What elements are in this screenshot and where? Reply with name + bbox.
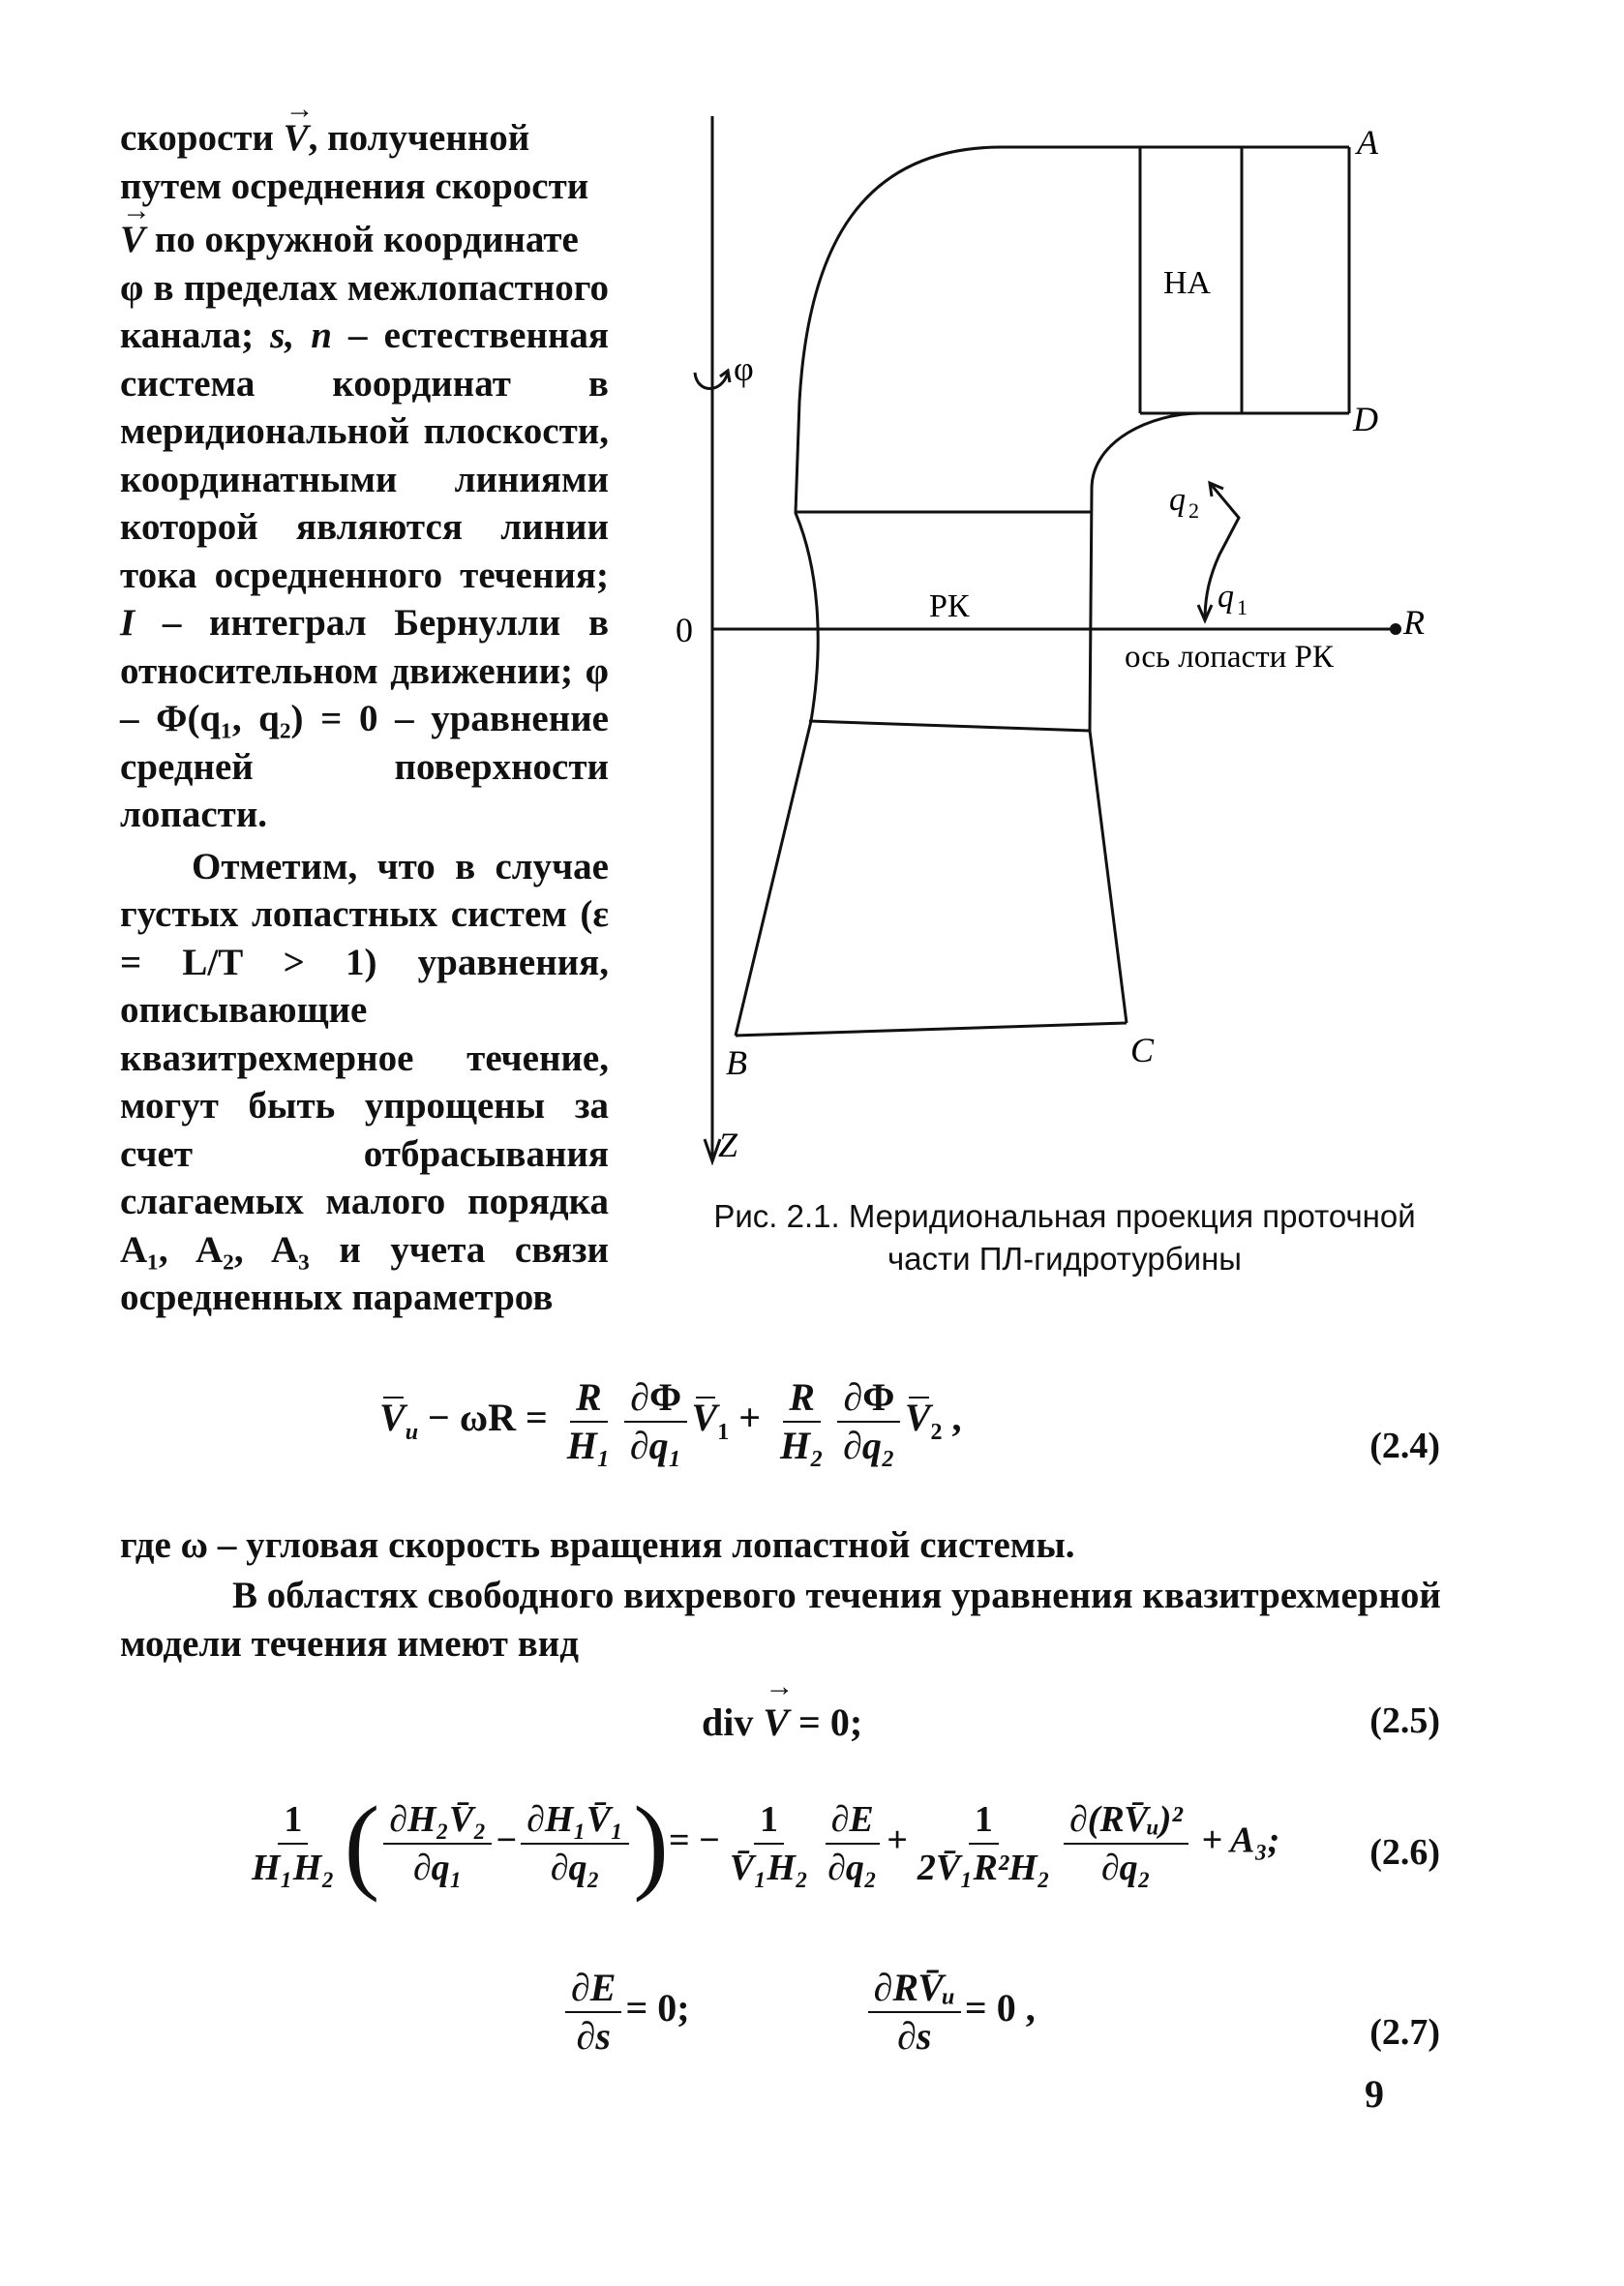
text-para-3: В областях свободного вихревого течения уравнения квазитрехмерной модели течения имеют вид bbox=[120, 1575, 1441, 1665]
text-omega: где ω – угловая скорость вращения лопастной системы. bbox=[120, 1524, 1075, 1566]
text-line-3: → V по окружной координате bbox=[120, 216, 609, 264]
label-q2: q bbox=[1169, 482, 1186, 518]
label-zero: 0 bbox=[676, 611, 693, 649]
hub-contour bbox=[1090, 413, 1349, 1023]
label-rk: РК bbox=[929, 588, 970, 624]
vector-v: → V bbox=[284, 114, 309, 163]
label-a: A bbox=[1357, 123, 1378, 162]
r-axis-arrow-dot bbox=[1390, 623, 1401, 635]
equation-2-4: $V_u - \omega R$ = $\frac{R}{\text{H₁}}$ $\frac{\partial\Phi}{\text{∂q₁}}$ $V_1$ + $\frac{R}{\text{H₂}}$ $\frac{\partial\Phi}{\text{∂q₂}}$ $V_2$ , bbox=[379, 1375, 962, 1467]
axis-label: ось лопасти РК bbox=[1125, 640, 1334, 675]
rk-bottom-line bbox=[809, 721, 1090, 731]
bottom-line-bc bbox=[736, 1023, 1127, 1036]
equation-2-6: $\frac{1}{\text{H₁H₂}}$ ( $\frac{\text{∂H₂V̄₂}}{\text{∂q₁}}$ − $\frac{\text{∂H₁V̄₁}}{\text{∂q₂}}$ )= − $\frac{1}{\text{V̄₁H₂}}$ $\frac{\partial E}{\text{∂q₂}}$ + $\frac{1}{\text{2V̄₁R²H₂}}$ $\frac{\text{∂(RV̄ᵤ)²}}{\text{∂q₂}}$ + A₃; bbox=[252, 1785, 1280, 1903]
label-r: R bbox=[1403, 603, 1425, 642]
label-phi: φ bbox=[734, 349, 754, 388]
figure-caption: Рис. 2.1. Меридиональная проекция проточной части ПЛ-гидротурбины bbox=[713, 1198, 1416, 1277]
label-q2-sub: 2 bbox=[1188, 498, 1199, 523]
text-line-1: скорости → V, полученной bbox=[120, 114, 609, 163]
equation-2-7: $\frac{\partial E}{\partial s}$ = 0; $\frac{\text{∂RV̄ᵤ}}{\partial s}$ = 0 , bbox=[561, 1965, 1036, 2060]
left-column-text bbox=[120, 114, 609, 1322]
label-q1: q bbox=[1218, 579, 1234, 615]
equation-number-2-5: (2.5) bbox=[1369, 1700, 1440, 1741]
text-line-2: путем осреднения скорости bbox=[120, 165, 589, 207]
equation-number-2-7: (2.7) bbox=[1369, 2012, 1440, 2053]
text-para-2: Отметим, что в случае густых лопастных систем (ε = L/T > 1) уравнения, описывающие квазитрехмерное течение, могут быть упрощены за счет отбрасывания слагаемых малого порядка A₁, A₂, A₃ и учета связи осредненных параметров bbox=[120, 845, 609, 1318]
equation-number-2-6: (2.6) bbox=[1369, 1832, 1440, 1873]
meridional-projection-figure bbox=[668, 111, 1461, 1186]
equation-2-5: div → V = 0; bbox=[702, 1699, 862, 1745]
vector-v: → V bbox=[120, 216, 145, 264]
text-para-1-body: φ в пределах межлопастного канала; s, n – естественная система координат в меридиональной плоскости, координатными линиями которой являются линии тока осредненного течения; I – интеграл Бернулли в относительном движении; φ – Φ(q₁, q₂) = 0 – уравнение средней поверхности лопасти. bbox=[120, 266, 610, 835]
label-c: C bbox=[1130, 1031, 1155, 1069]
label-q1-sub: 1 bbox=[1237, 595, 1248, 619]
label-z: Z bbox=[718, 1126, 738, 1164]
label-d: D bbox=[1353, 400, 1378, 438]
equation-number-2-4: (2.4) bbox=[1369, 1426, 1440, 1466]
label-na: НА bbox=[1163, 265, 1212, 301]
shroud-contour bbox=[736, 147, 1349, 1036]
label-b: B bbox=[726, 1043, 747, 1082]
page-number: 9 bbox=[1365, 2072, 1384, 2116]
